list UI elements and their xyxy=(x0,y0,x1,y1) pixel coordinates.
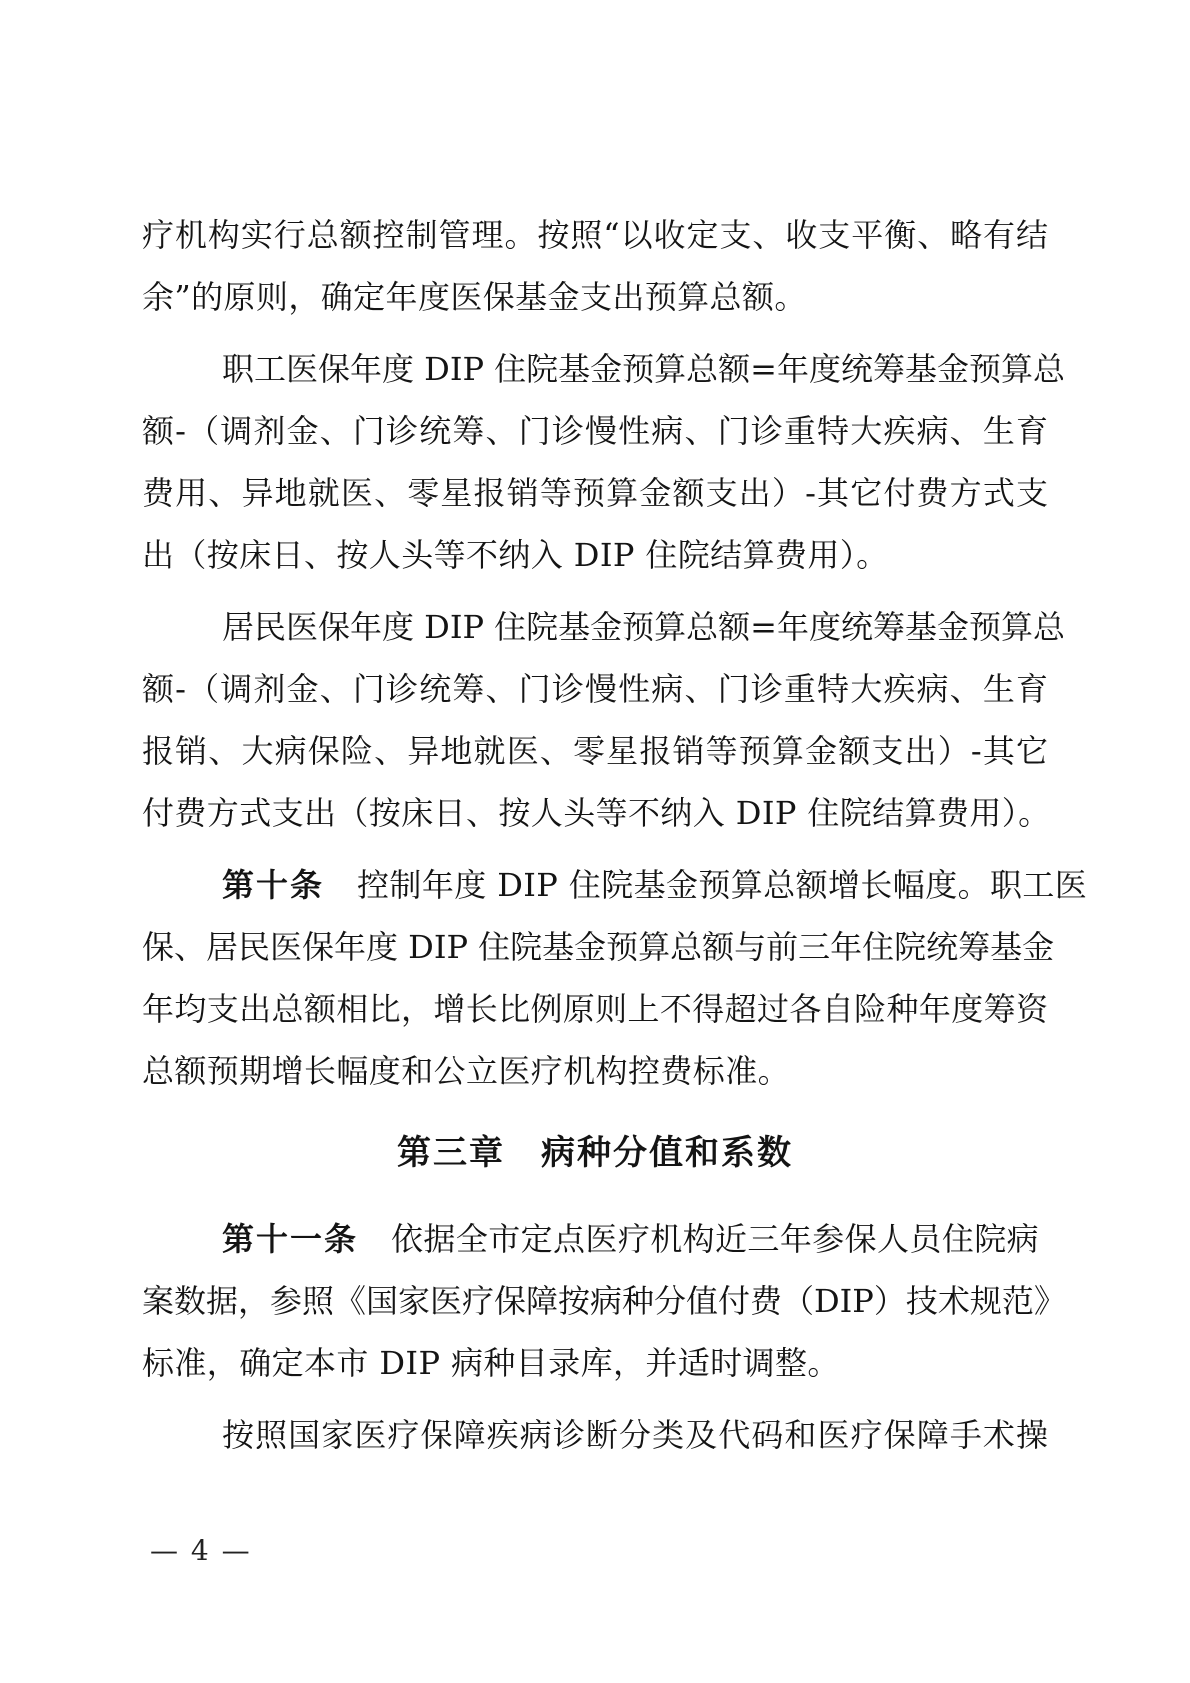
text-line: 按照国家医疗保障疾病诊断分类及代码和医疗保障手术操 xyxy=(222,1416,1048,1454)
text-line: 报销、大病保险、异地就医、零星报销等预算金额支出）-其它 xyxy=(142,732,1048,770)
text-line: 付费方式支出（按床日、按人头等不纳入 DIP 住院结算费用）。 xyxy=(142,794,1051,832)
paragraph xyxy=(142,596,1065,844)
article-text: 控制年度 DIP 住院基金预算总额增长幅度。职工医 xyxy=(357,866,1088,904)
text-line: 职工医保年度 DIP 住院基金预算总额=年度统筹基金预算总 xyxy=(222,350,1065,388)
article-number-label: 第十条 xyxy=(222,866,325,904)
text-line xyxy=(142,1208,1048,1270)
text-line: 余”的原则，确定年度医保基金支出预算总额。 xyxy=(142,278,807,316)
text-line: 总额预期增长幅度和公立医疗机构控费标准。 xyxy=(142,1052,791,1090)
paragraph-article xyxy=(142,1208,1066,1394)
text-line: 额-（调剂金、门诊统筹、门诊慢性病、门诊重特大疾病、生育 xyxy=(142,670,1048,708)
text-line: 疗机构实行总额控制管理。按照“以收定支、收支平衡、略有结 xyxy=(142,216,1048,254)
text-line: 费用、异地就医、零星报销等预算金额支出）-其它付费方式支 xyxy=(142,474,1048,512)
paragraph-article xyxy=(142,854,1088,1102)
text-line: 年均支出总额相比，增长比例原则上不得超过各自险种年度筹资 xyxy=(142,990,1048,1028)
text-line: 居民医保年度 DIP 住院基金预算总额=年度统筹基金预算总 xyxy=(222,608,1065,646)
text-line: 额-（调剂金、门诊统筹、门诊慢性病、门诊重特大疾病、生育 xyxy=(142,412,1048,450)
article-number-label: 第十一条 xyxy=(222,1220,359,1258)
paragraph xyxy=(142,204,1048,328)
text-line xyxy=(142,854,1088,916)
page-number: — 4 — xyxy=(150,1534,252,1567)
paragraph xyxy=(142,1404,1048,1466)
paragraph xyxy=(142,338,1065,586)
article-text: 依据全市定点医疗机构近三年参保人员住院病 xyxy=(391,1220,1040,1258)
text-line: 保、居民医保年度 DIP 住院基金预算总额与前三年住院统筹基金 xyxy=(142,928,1055,966)
text-line: 案数据，参照《国家医疗保障按病种分值付费（DIP）技术规范》 xyxy=(142,1282,1066,1320)
chapter-heading: 第三章 病种分值和系数 xyxy=(397,1133,793,1173)
text-line: 出（按床日、按人头等不纳入 DIP 住院结算费用）。 xyxy=(142,536,889,574)
text-line: 标准，确定本市 DIP 病种目录库，并适时调整。 xyxy=(142,1344,840,1382)
